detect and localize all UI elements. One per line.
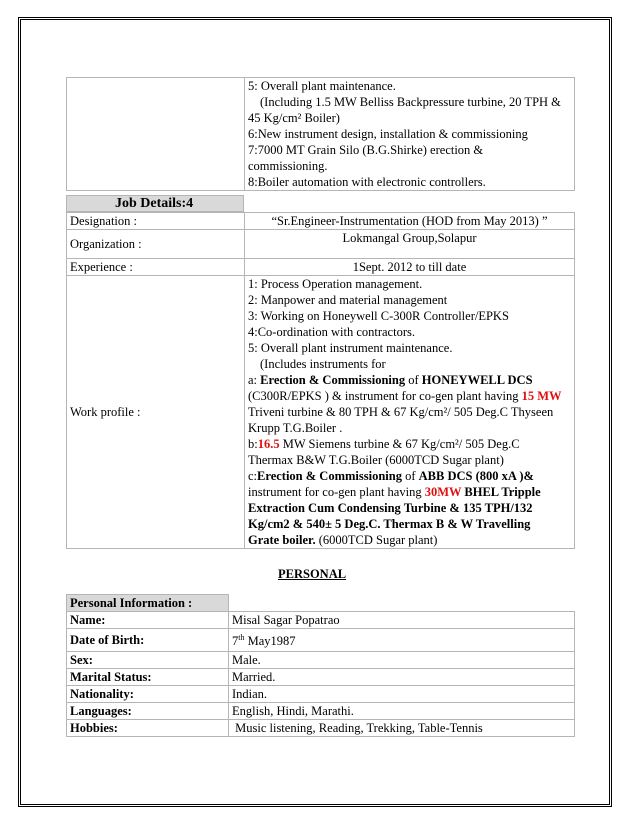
bold-text: Erection & Commissioning	[257, 469, 402, 483]
languages-value: English, Hindi, Marathi.	[229, 703, 575, 720]
text: b:	[248, 437, 258, 451]
dob-value	[229, 629, 575, 652]
nationality-label: Nationality:	[67, 686, 229, 703]
work-profile-details	[245, 276, 575, 549]
personal-section-title: PERSONAL	[278, 567, 347, 581]
duty-line: 6:New instrument design, installation & commissioning	[248, 127, 528, 141]
prev-job-duties	[245, 78, 575, 191]
name-value: Misal Sagar Popatrao	[229, 612, 575, 629]
designation-value: “Sr.Engineer-Instrumentation (HOD from May 2013) ”	[245, 213, 575, 230]
bold-text: ABB DCS (800 xA )&	[418, 469, 534, 483]
wp-line: 3: Working on Honeywell C-300R Controller/EPKS	[248, 309, 509, 323]
duty-line: commissioning.	[248, 159, 328, 173]
superscript: th	[238, 633, 245, 643]
bold-text: Erection & Commissioning	[260, 373, 406, 387]
wp-line: 1: Process Operation management.	[248, 277, 423, 291]
text: c:	[248, 469, 258, 483]
wp-line: (Includes instruments for	[260, 357, 386, 371]
duty-line: 5: Overall plant maintenance.	[248, 79, 396, 93]
wp-line: Thermax B&W T.G.Boiler (6000TCD Sugar plant)	[248, 453, 504, 467]
experience-label: Experience :	[67, 259, 245, 276]
text: 7	[232, 634, 239, 649]
wp-line: Krupp T.G.Boiler .	[248, 421, 343, 435]
organization-value: Lokmangal Group,Solapur	[245, 230, 575, 259]
text: MW Siemens turbine & 67 Kg/cm²/ 505 Deg.C	[279, 437, 520, 451]
text: of	[405, 373, 422, 387]
text: (C300R/EPKS ) & instrument for co-gen plant having	[248, 389, 522, 403]
dob-label: Date of Birth:	[67, 629, 229, 652]
duty-line: 7:7000 MT Grain Silo (B.G.Shirke) erection &	[248, 143, 484, 157]
text: of	[401, 469, 419, 483]
personal-info-header-blank	[229, 595, 575, 612]
nationality-value: Indian.	[229, 686, 575, 703]
wp-line-a	[248, 372, 571, 388]
duty-line: (Including 1.5 MW Belliss Backpressure turbine, 20 TPH &	[260, 95, 561, 109]
bold-text: HONEYWELL DCS	[421, 373, 533, 387]
prev-job-table	[66, 77, 575, 191]
designation-label: Designation :	[67, 213, 245, 230]
organization-label: Organization :	[67, 230, 245, 259]
work-profile-label: Work profile :	[67, 276, 245, 549]
wp-line: Extraction Cum Condensing Turbine & 135 TPH/132	[248, 501, 533, 515]
text: May1987	[244, 634, 296, 649]
bold-text: Grate boiler.	[248, 533, 316, 547]
job-details-header: Job Details:4	[66, 195, 244, 212]
wp-line: Kg/cm2 & 540± 5 Deg.C. Thermax B & W Travelling	[248, 517, 531, 531]
bold-text: BHEL Tripple	[461, 485, 541, 499]
duty-line: 8:Boiler automation with electronic controllers.	[248, 175, 486, 189]
marital-status-label: Marital Status:	[67, 669, 229, 686]
wp-line: 5: Overall plant instrument maintenance.	[248, 341, 453, 355]
wp-line	[248, 532, 571, 548]
highlight-text: 15 MW	[521, 389, 562, 403]
wp-line	[248, 388, 571, 404]
name-label: Name:	[67, 612, 229, 629]
hobbies-value: Music listening, Reading, Trekking, Table-Tennis	[229, 720, 575, 737]
personal-info-table	[66, 594, 575, 737]
marital-status-value: Married.	[229, 669, 575, 686]
sex-label: Sex:	[67, 652, 229, 669]
personal-info-header: Personal Information :	[67, 595, 229, 612]
wp-line: 2: Manpower and material management	[248, 293, 448, 307]
wp-line-b	[248, 436, 571, 452]
text: (6000TCD Sugar plant)	[315, 533, 438, 547]
wp-line-c	[248, 468, 571, 484]
text: a:	[248, 373, 261, 387]
text: instrument for co-gen plant having	[248, 485, 425, 499]
highlight-text: 30MW	[424, 485, 462, 499]
duty-line: 45 Kg/cm² Boiler)	[248, 111, 340, 125]
job4-table	[66, 212, 575, 549]
wp-line: Triveni turbine & 80 TPH & 67 Kg/cm²/ 505 Deg.C Thyseen	[248, 405, 554, 419]
hobbies-label: Hobbies:	[67, 720, 229, 737]
wp-line	[248, 484, 571, 500]
highlight-text: 16.5	[257, 437, 280, 451]
sex-value: Male.	[229, 652, 575, 669]
wp-line: 4:Co-ordination with contractors.	[248, 325, 415, 339]
prev-job-label-cell	[67, 78, 245, 191]
experience-value: 1Sept. 2012 to till date	[245, 259, 575, 276]
languages-label: Languages:	[67, 703, 229, 720]
